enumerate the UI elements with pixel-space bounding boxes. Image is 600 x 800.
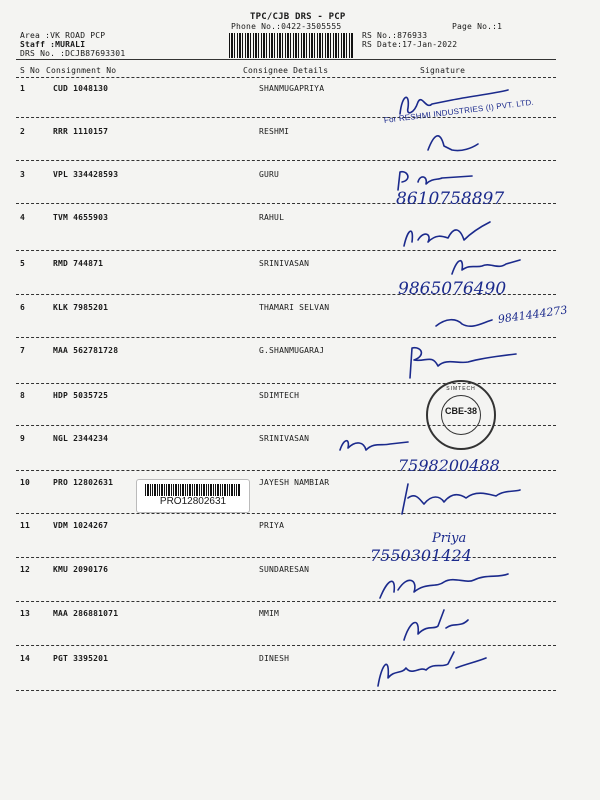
row-consignee: RESHMI [259,127,290,136]
row-consignment: MAA 286881071 [53,609,119,618]
row-consignment: PRO 12802631 [53,478,114,487]
row-consignment: VDM 1024267 [53,521,109,530]
row-consignment: TVM 4655903 [53,213,109,222]
signature-row-6 [432,312,502,334]
row-divider [16,557,556,558]
row-consignment: HDP 5035725 [53,391,109,400]
row-consignee: GURU [259,170,280,179]
barcode-icon [145,484,241,496]
rs-number-field: RS No.:876933 [362,31,428,40]
row-consignee: SDIMTECH [259,391,300,400]
row-sno: 11 [20,521,31,530]
seal-center-text: CBE-38 [444,406,477,416]
signature-row-7 [402,344,522,384]
row-divider [16,645,556,646]
sheet-title: TPC/CJB DRS - PCP [250,12,346,22]
barcode-sticker [136,479,250,513]
signature-row-1 [392,84,512,124]
signature-row-14 [372,648,492,692]
row-consignee: PRIYA [259,521,285,530]
row-sno: 7 [20,346,26,355]
row-consignee: JAYESH NAMBIAR [259,478,330,487]
row-consignment: MAA 562781728 [53,346,119,355]
row-sno: 4 [20,213,26,222]
row-consignee: THAMARI SELVAN [259,303,330,312]
row-consignment: RMD 744871 [53,259,104,268]
row-consignee: SRINIVASAN [259,434,310,443]
staff-field: Staff :MURALI [20,40,86,49]
row-consignment: KMU 2090176 [53,565,109,574]
row-sno: 9 [20,434,26,443]
row-consignment: KLK 7985201 [53,303,109,312]
row-consignee: MMIM [259,609,280,618]
drs-barcode [229,33,353,58]
header-divider [16,59,556,60]
row-sno: 8 [20,391,26,400]
row-consignment: NGL 2344234 [53,434,109,443]
col-consignment-header: Consignment No [46,66,117,75]
row-divider [16,337,556,338]
signature-row-2 [422,126,482,156]
row-sno: 13 [20,609,31,618]
column-header-divider [16,77,556,78]
row-sno: 14 [20,654,31,663]
drs-number-field: DRS No. :DCJB87693301 [20,49,126,58]
phone-number: Phone No.:0422-3505555 [231,22,342,31]
handwritten-phone: 8610758897 [396,189,505,209]
page-number: Page No.:1 [452,22,503,31]
signature-row-13 [398,606,478,644]
row-sno: 6 [20,303,26,312]
col-signature-header: Signature [420,66,466,75]
row-consignment: VPL 334428593 [53,170,119,179]
col-consignee-header: Consignee Details [243,66,329,75]
handwritten-name: Priya [432,531,467,546]
row-sno: 10 [20,478,31,487]
signature-row-3 [392,168,482,194]
row-divider [16,160,556,161]
col-sno-header: S No [20,66,41,75]
row-consignee: RAHUL [259,213,285,222]
row-sno: 12 [20,565,31,574]
row-consignee: SRINIVASAN [259,259,310,268]
row-consignment: CUD 1048130 [53,84,109,93]
row-consignee: SHANMUGAPRIYA [259,84,325,93]
handwritten-phone: 7550301424 [370,546,472,565]
handwritten-phone: 7598200488 [398,456,500,475]
row-consignment: PGT 3395201 [53,654,109,663]
row-consignment: RRR 1110157 [53,127,109,136]
signature-row-9 [336,432,416,456]
handwritten-phone: 9841444273 [497,303,569,326]
rs-date-field: RS Date:17-Jan-2022 [362,40,458,49]
company-stamp: For RESHMI INDUSTRIES (I) PVT. LTD. [383,97,535,125]
row-consignee: G.SHANMUGARAJ [259,346,325,355]
signature-row-5 [446,254,526,278]
seal-ring-text: SIMTECH [446,386,476,392]
row-sno: 2 [20,127,26,136]
signature-row-4 [398,216,498,252]
row-sno: 5 [20,259,26,268]
round-seal-stamp [426,380,496,450]
row-consignee: SUNDARESAN [259,565,310,574]
handwritten-phone: 9865076490 [398,279,507,299]
signature-row-10 [396,480,526,518]
barcode-sticker-code: PRO12802631 [159,496,227,507]
area-field: Area :VK ROAD PCP [20,31,106,40]
row-consignee: DINESH [259,654,290,663]
row-sno: 3 [20,170,26,179]
row-sno: 1 [20,84,26,93]
signature-row-12 [374,568,514,604]
